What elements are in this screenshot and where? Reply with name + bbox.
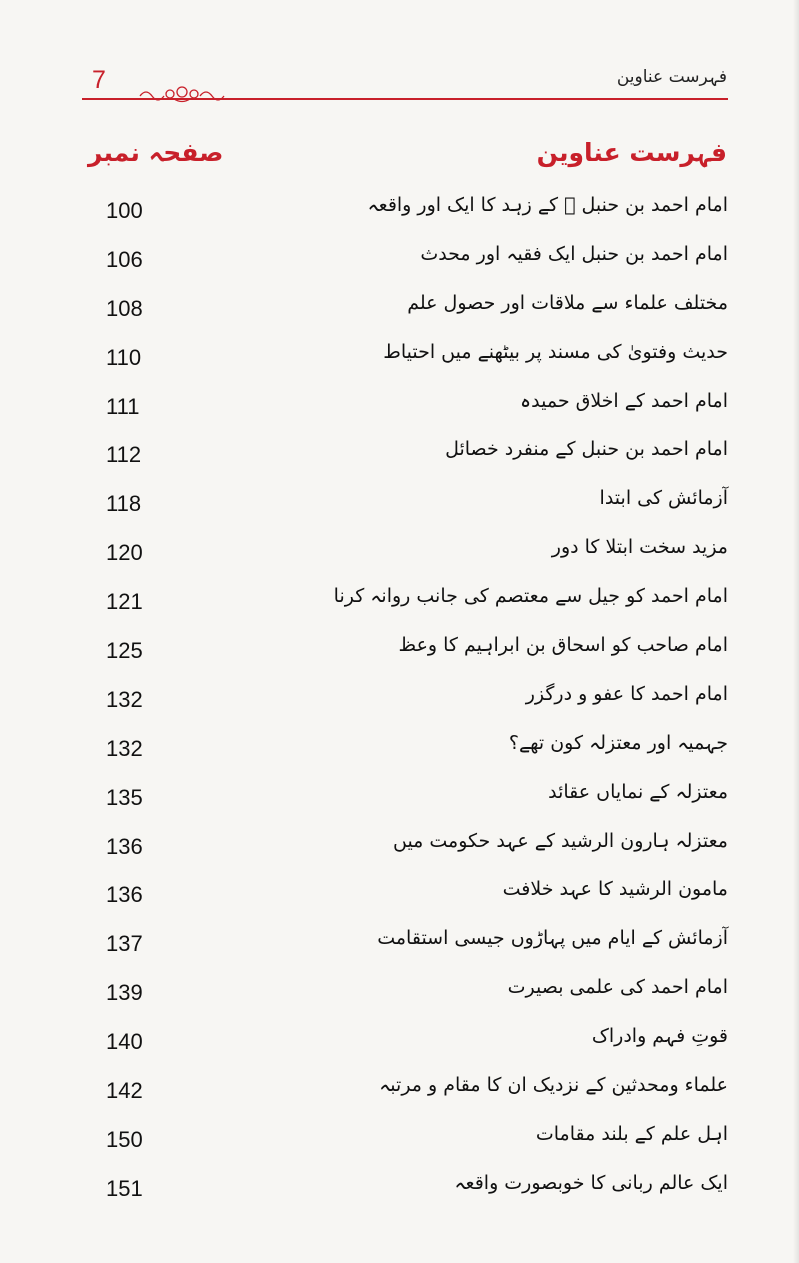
toc-entry-title: معتزلہ کے نمایاں عقائد [548, 780, 728, 803]
toc-entry-title: امام احمد کا عفو و درگزر [525, 682, 728, 705]
toc-page-number: 110 [106, 344, 142, 370]
toc-row [100, 781, 728, 830]
toc-entry-title: امام احمد بن حنبل ایک فقیہ اور محدث [420, 242, 728, 265]
toc-page-number: 120 [106, 540, 143, 566]
page-number: 7 [92, 66, 106, 94]
toc-page-number: 151 [106, 1175, 143, 1201]
toc-entry-title: قوتِ فہم وادراک [591, 1025, 728, 1048]
toc-page-number: 121 [106, 589, 143, 615]
toc-entry-title: مامون الرشید کا عہد خلافت [502, 878, 728, 901]
toc-row [100, 1074, 728, 1123]
toc-page-number: 136 [106, 833, 143, 859]
toc-row [100, 1025, 728, 1074]
toc-row [100, 927, 728, 976]
toc-entry-title: معتزلہ ہارون الرشید کے عہد حکومت میں [392, 829, 728, 852]
toc-entry-title: ایک عالم ربانی کا خوبصورت واقعہ [454, 1171, 728, 1194]
toc-page-number: 118 [106, 491, 142, 517]
toc-entry-title: امام احمد کے اخلاق حمیدہ [520, 389, 728, 412]
toc-row [100, 976, 728, 1025]
running-title: فہرست عناوین [616, 67, 727, 87]
toc-row [100, 683, 728, 732]
toc-page-number: 108 [106, 295, 143, 321]
toc-page-number: 136 [106, 882, 143, 908]
toc-entry-title: امام احمد بن حنبل کے منفرد خصائل [445, 438, 728, 461]
toc-entry-title: آزمائش کے ایام میں پہاڑوں جیسی استقامت [377, 927, 728, 950]
toc-row [100, 878, 728, 927]
toc-row [100, 585, 728, 634]
toc-row [100, 341, 728, 390]
toc-row [100, 1123, 728, 1172]
toc-row [100, 732, 728, 781]
toc-entry-title: جہمیہ اور معتزلہ کون تھے؟ [508, 731, 728, 754]
toc-entry-title: امام احمد کی علمی بصیرت [507, 976, 728, 999]
toc-page-number: 139 [106, 980, 143, 1006]
toc-row [100, 194, 728, 243]
toc-page-number: 132 [106, 686, 143, 712]
toc-entry-title: اہل علم کے بلند مقامات [535, 1122, 728, 1145]
toc-row [100, 292, 728, 341]
toc-row [100, 536, 728, 585]
toc-list [100, 194, 728, 1221]
toc-row [100, 487, 728, 536]
toc-entry-title: امام احمد کو جیل سے معتصم کی جانب روانہ کرنا [333, 585, 728, 608]
toc-page-number: 140 [106, 1029, 143, 1055]
toc-page-number: 135 [106, 784, 143, 810]
toc-row [100, 243, 728, 292]
toc-page-number: 142 [106, 1078, 143, 1104]
toc-page-number: 137 [106, 931, 143, 957]
toc-entry-title: حدیث وفتویٰ کی مسند پر بیٹھنے میں احتیاط [383, 340, 728, 363]
toc-row [100, 830, 728, 879]
toc-row [100, 1172, 728, 1221]
toc-page-number: 150 [106, 1126, 143, 1152]
toc-page-number: 125 [106, 638, 143, 664]
toc-entry-title: مزید سخت ابتلا کا دور [551, 536, 728, 559]
toc-row [100, 634, 728, 683]
toc-row [100, 390, 728, 439]
toc-entry-title: مختلف علماء سے ملاقات اور حصول علم [407, 291, 728, 314]
header-rule [82, 98, 728, 100]
toc-heading: فہرست عناوین [536, 138, 727, 167]
toc-page-number: 111 [106, 393, 140, 419]
header-ornament-icon [138, 84, 226, 106]
toc-entry-title: آزمائش کی ابتدا [599, 487, 728, 510]
page-column-heading: صفحہ نمبر [88, 138, 224, 167]
toc-page-number: 112 [106, 442, 142, 468]
toc-page-number: 100 [106, 198, 143, 223]
toc-entry-title: علماء ومحدثین کے نزدیک ان کا مقام و مرتبہ [379, 1074, 728, 1097]
toc-entry-title: امام صاحب کو اسحاق بن ابراہیم کا وعظ [398, 634, 728, 657]
toc-page-number: 106 [106, 246, 143, 272]
page-edge-shadow [793, 0, 799, 1263]
toc-row [100, 438, 728, 487]
toc-page-number: 132 [106, 735, 143, 761]
toc-entry-title: امام احمد بن حنبل ﷫ کے زہد کا ایک اور واقعہ [367, 194, 728, 216]
